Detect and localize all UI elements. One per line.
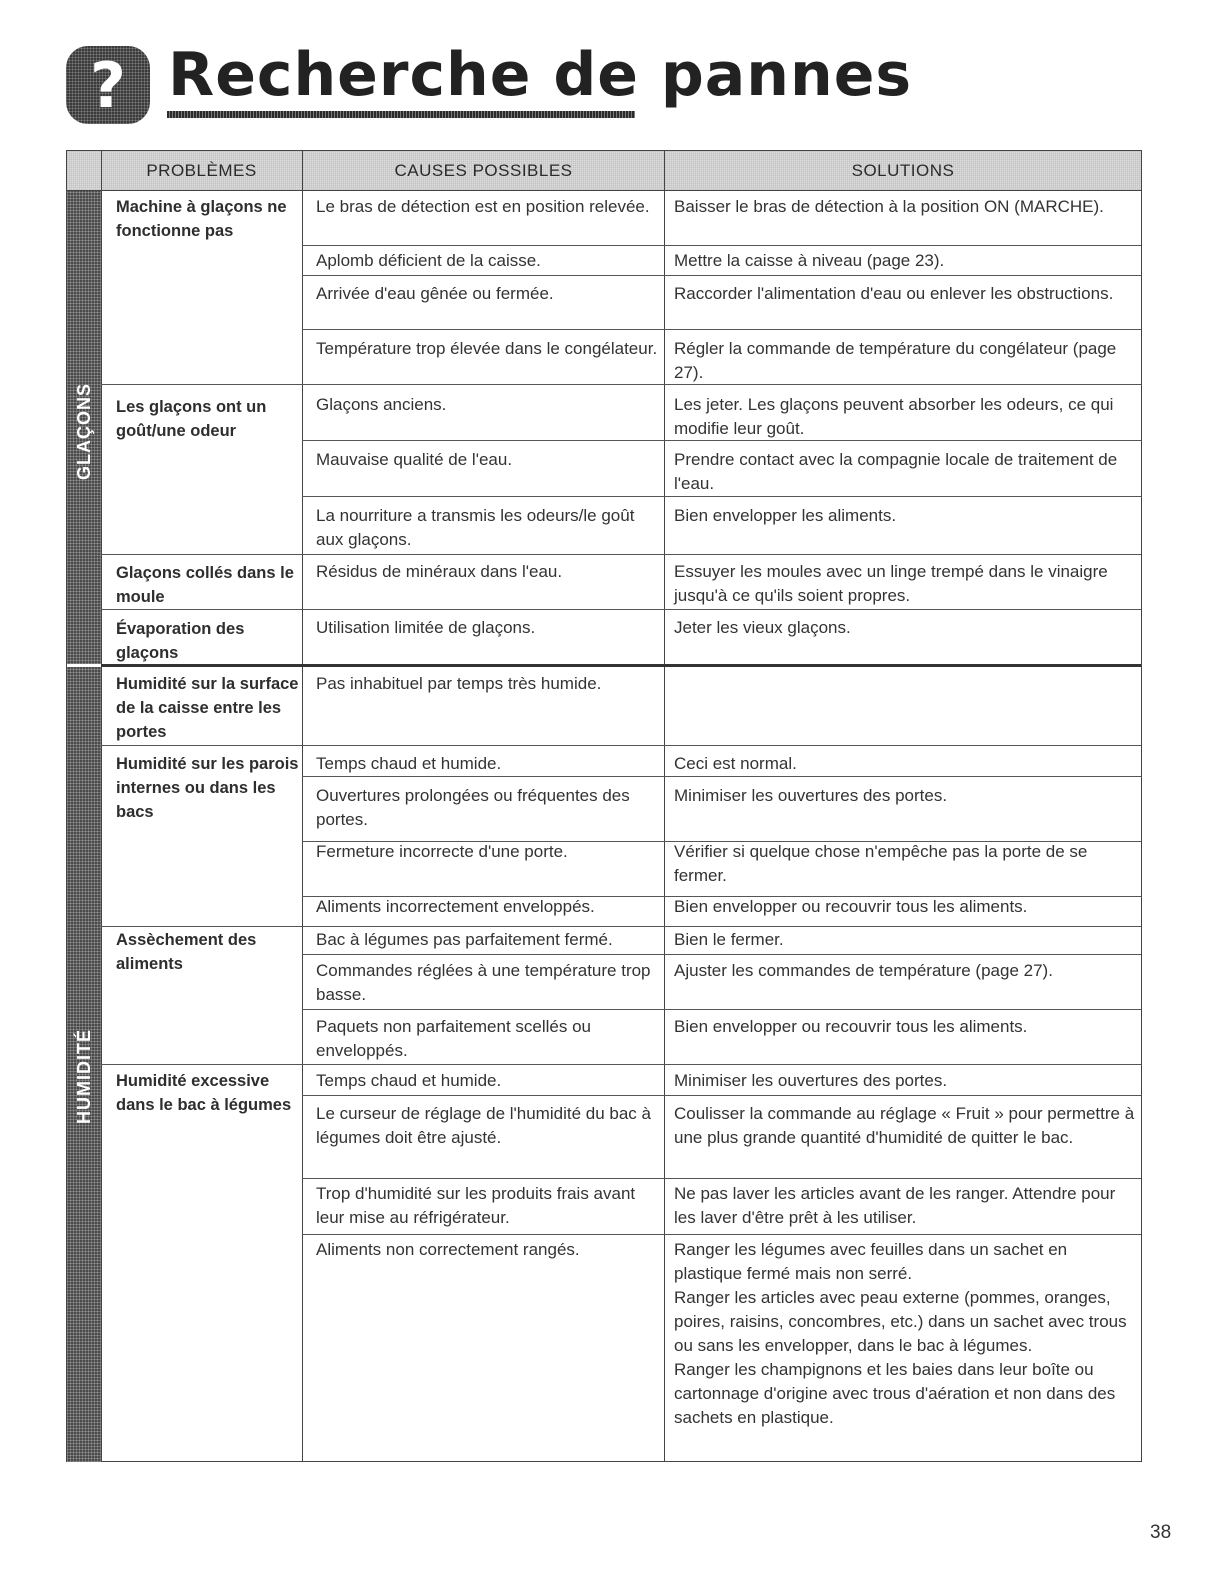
row-divider — [302, 1234, 1141, 1235]
problem-label: Les glaçons ont un goût/une odeur — [116, 398, 267, 440]
header-corner — [67, 151, 101, 191]
cause-text: Temps chaud et humide. — [316, 754, 502, 773]
cause-text: Aplomb déficient de la caisse. — [316, 251, 541, 270]
cause-text: Temps chaud et humide. — [316, 1071, 502, 1090]
problem-label: Évaporation des glaçons — [116, 620, 245, 662]
cause-text: Résidus de minéraux dans l'eau. — [316, 562, 563, 581]
cause-text: Trop d'humidité sur les produits frais avant leur mise au réfrigérateur. — [316, 1184, 636, 1227]
row-divider — [302, 496, 1141, 497]
row-divider — [101, 926, 1141, 927]
cause-text: Glaçons anciens. — [316, 395, 447, 414]
problem-label: Humidité excessive dans le bac à légumes — [116, 1072, 292, 1114]
column-divider — [101, 151, 102, 1461]
cause-text: Utilisation limitée de glaçons. — [316, 618, 536, 637]
cause-text: Arrivée d'eau gênée ou fermée. — [316, 284, 554, 303]
row-divider — [302, 1009, 1141, 1010]
solution-text: Bien envelopper ou recouvrir tous les aliments. — [674, 897, 1028, 916]
row-divider — [302, 776, 1141, 777]
row-divider — [302, 954, 1141, 955]
solution-text: Ceci est normal. — [674, 754, 797, 773]
cause-text: Commandes réglées à une température trop basse. — [316, 961, 651, 1004]
solution-text: Minimiser les ouvertures des portes. — [674, 786, 948, 805]
problem-label: Assèchement des aliments — [116, 931, 257, 973]
section-label-glacons: GLAÇONS — [73, 382, 94, 480]
row-divider — [302, 275, 1141, 276]
solution-text: Bien le fermer. — [674, 930, 784, 949]
cause-text: Fermeture incorrecte d'une porte. — [316, 842, 568, 861]
cause-text: Le bras de détection est en position relevée. — [316, 197, 650, 216]
row-divider — [101, 1064, 1141, 1065]
page-number: 38 — [1150, 1522, 1172, 1543]
solution-text: Minimiser les ouvertures des portes. — [674, 1071, 948, 1090]
solution-text: Coulisser la commande au réglage « Fruit » pour permettre à une plus grande quantité d'humidité de quitter le bac. — [674, 1104, 1135, 1147]
solution-text: Bien envelopper les aliments. — [674, 506, 897, 525]
problem-label: Humidité sur les parois internes ou dans les bacs — [116, 755, 299, 821]
header-problems: PROBLÈMES — [101, 151, 302, 191]
troubleshooting-table — [66, 150, 1142, 1462]
solution-text: Les jeter. Les glaçons peuvent absorber les odeurs, ce qui modifie leur goût. — [674, 395, 1114, 438]
section-label-humidite: HUMIDITÉ — [73, 1028, 94, 1124]
question-mark-icon: ? — [66, 46, 150, 124]
header-solutions: SOLUTIONS — [665, 151, 1141, 191]
row-divider — [302, 1178, 1141, 1179]
row-divider — [302, 245, 1141, 246]
row-divider — [302, 1095, 1141, 1096]
solution-text: Vérifier si quelque chose n'empêche pas la porte de se fermer. — [674, 842, 1088, 885]
cause-text: Le curseur de réglage de l'humidité du bac à légumes doit être ajusté. — [316, 1104, 651, 1147]
header-causes: CAUSES POSSIBLES — [303, 151, 664, 191]
problem-label: Glaçons collés dans le moule — [116, 564, 294, 606]
solution-text: Ajuster les commandes de température (page 27). — [674, 961, 1053, 980]
problem-label: Machine à glaçons ne fonctionne pas — [116, 198, 287, 240]
cause-text: Bac à légumes pas parfaitement fermé. — [316, 930, 613, 949]
row-divider — [101, 554, 1141, 555]
solution-text: Raccorder l'alimentation d'eau ou enlever les obstructions. — [674, 284, 1114, 303]
solution-text: Bien envelopper ou recouvrir tous les aliments. — [674, 1017, 1028, 1036]
cause-text: Aliments incorrectement enveloppés. — [316, 897, 595, 916]
cause-text: Paquets non parfaitement scellés ou enveloppés. — [316, 1017, 592, 1060]
solution-text: Ne pas laver les articles avant de les ranger. Attendre pour les laver d'être prêt à les utiliser. — [674, 1184, 1116, 1227]
row-divider — [302, 329, 1141, 330]
row-divider — [101, 745, 1141, 746]
cause-text: Mauvaise qualité de l'eau. — [316, 450, 513, 469]
title-underline — [167, 111, 635, 118]
solution-text: Ranger les légumes avec feuilles dans un sachet en plastique fermé mais non serré. Ranger les articles avec peau externe (pommes, oranges, poires, raisins, concombres, etc.) dans un sachet avec trous ou sans les envelopper, dans le bac à légumes. Ranger les champignons et les baies dans leur boîte ou cartonnage d'origine avec trous d'aération et non dans des sachets en plastique. — [674, 1240, 1127, 1427]
column-divider — [302, 151, 303, 1461]
cause-text: Température trop élevée dans le congélateur. — [316, 339, 658, 358]
solution-text: Régler la commande de température du congélateur (page 27). — [674, 339, 1117, 382]
cause-text: Pas inhabituel par temps très humide. — [316, 674, 602, 693]
solution-text: Mettre la caisse à niveau (page 23). — [674, 251, 945, 270]
cause-text: La nourriture a transmis les odeurs/le goût aux glaçons. — [316, 506, 635, 549]
cause-text: Ouvertures prolongées ou fréquentes des portes. — [316, 786, 630, 829]
solution-text: Jeter les vieux glaçons. — [674, 618, 851, 637]
problem-label: Humidité sur la surface de la caisse entre les portes — [116, 675, 299, 741]
row-divider — [101, 609, 1141, 610]
solution-text: Essuyer les moules avec un linge trempé dans le vinaigre jusqu'à ce qu'ils soient propres. — [674, 562, 1108, 605]
solution-text: Prendre contact avec la compagnie locale de traitement de l'eau. — [674, 450, 1118, 493]
page-title: Recherche de pannes — [168, 40, 913, 110]
solution-text: Baisser le bras de détection à la position ON (MARCHE). — [674, 197, 1104, 216]
cause-text: Aliments non correctement rangés. — [316, 1240, 580, 1259]
